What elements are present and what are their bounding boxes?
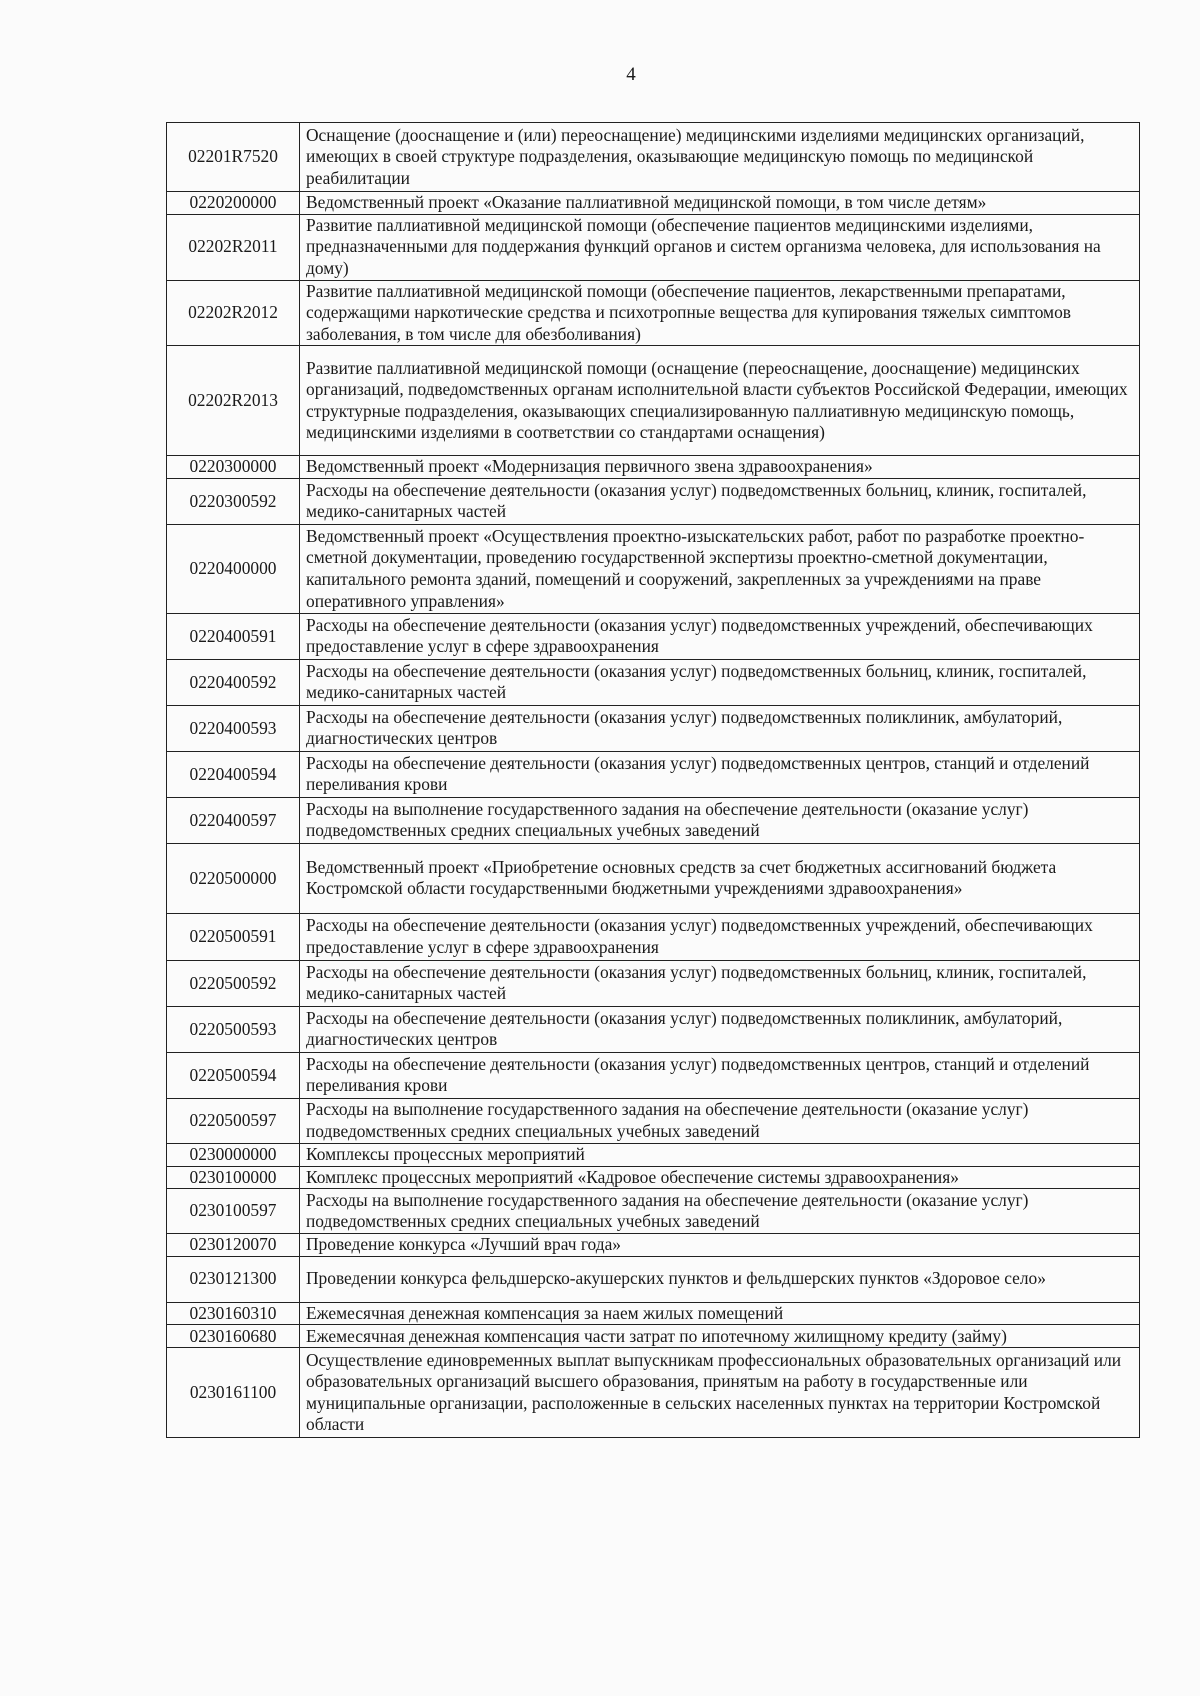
budget-code-cell: 0220500592 (167, 960, 300, 1006)
description-cell: Ведомственный проект «Модернизация первичного звена здравоохранения» (300, 456, 1140, 479)
description-cell: Развитие паллиативной медицинской помощи (обеспечение пациентов медицинскими изделиями, предназначенными для поддержания функций органов и систем организма человека, для использования на дому) (300, 214, 1140, 280)
table-row (167, 1166, 1140, 1189)
budget-code-cell: 0230160310 (167, 1302, 300, 1325)
budget-code-cell: 0220500591 (167, 913, 300, 960)
budget-code-cell: 0220500597 (167, 1098, 300, 1143)
description-cell: Осуществление единовременных выплат выпускникам профессиональных образовательных организаций или образовательных организаций высшего образования, принятым на работу в государственные или муниципальные организации, расположенные в сельских населенных пунктах на территории Костромской области (300, 1348, 1140, 1438)
budget-code-cell: 02202R2013 (167, 346, 300, 456)
budget-code-cell: 0230100000 (167, 1166, 300, 1189)
budget-code-cell: 0220500000 (167, 843, 300, 913)
budget-code-cell: 0220400594 (167, 751, 300, 797)
budget-code-cell: 0230121300 (167, 1256, 300, 1302)
budget-code-cell: 0220400597 (167, 797, 300, 843)
table-row (167, 346, 1140, 456)
budget-code-cell: 02201R7520 (167, 123, 300, 192)
budget-code-cell: 0220400000 (167, 524, 300, 613)
table-row (167, 192, 1140, 215)
description-cell: Комплексы процессных мероприятий (300, 1143, 1140, 1166)
table-row (167, 659, 1140, 705)
table-row (167, 478, 1140, 524)
budget-code-cell: 0230160680 (167, 1325, 300, 1348)
table-row (167, 913, 1140, 960)
description-cell: Расходы на выполнение государственного задания на обеспечение деятельности (оказание услуг) подведомственных средних специальных учебных заведений (300, 1098, 1140, 1143)
description-cell: Проведение конкурса «Лучший врач года» (300, 1234, 1140, 1257)
description-cell: Расходы на обеспечение деятельности (оказания услуг) подведомственных больниц, клиник, госпиталей, медико-санитарных частей (300, 478, 1140, 524)
budget-code-cell: 02202R2011 (167, 214, 300, 280)
table-row (167, 456, 1140, 479)
budget-code-cell: 0220500593 (167, 1006, 300, 1052)
budget-code-cell: 0220400592 (167, 659, 300, 705)
budget-code-cell: 0220400593 (167, 705, 300, 751)
table-row (167, 1052, 1140, 1098)
table-row (167, 524, 1140, 613)
description-cell: Расходы на обеспечение деятельности (оказания услуг) подведомственных учреждений, обеспечивающих предоставление услуг в сфере здравоохранения (300, 913, 1140, 960)
table-row (167, 1189, 1140, 1234)
table-row (167, 1348, 1140, 1438)
table-row (167, 123, 1140, 192)
table-row (167, 1006, 1140, 1052)
budget-code-cell: 0220300000 (167, 456, 300, 479)
description-cell: Ежемесячная денежная компенсация за наем жилых помещений (300, 1302, 1140, 1325)
description-cell: Развитие паллиативной медицинской помощи (обеспечение пациентов, лекарственными препаратами, содержащими наркотические средства и психотропные вещества для купирования тяжелых симптомов заболевания, в том числе для обезболивания) (300, 280, 1140, 346)
description-cell: Ежемесячная денежная компенсация части затрат по ипотечному жилищному кредиту (займу) (300, 1325, 1140, 1348)
budget-code-cell: 0220200000 (167, 192, 300, 215)
description-cell: Расходы на обеспечение деятельности (оказания услуг) подведомственных больниц, клиник, госпиталей, медико-санитарных частей (300, 659, 1140, 705)
description-cell: Ведомственный проект «Оказание паллиативной медицинской помощи, в том числе детям» (300, 192, 1140, 215)
budget-code-cell: 0230000000 (167, 1143, 300, 1166)
description-cell: Комплекс процессных мероприятий «Кадровое обеспечение системы здравоохранения» (300, 1166, 1140, 1189)
table-row (167, 843, 1140, 913)
table-row (167, 214, 1140, 280)
description-cell: Ведомственный проект «Приобретение основных средств за счет бюджетных ассигнований бюджета Костромской области государственными бюджетными учреждениями здравоохранения» (300, 843, 1140, 913)
description-cell: Расходы на обеспечение деятельности (оказания услуг) подведомственных учреждений, обеспечивающих предоставление услуг в сфере здравоохранения (300, 613, 1140, 659)
description-cell: Развитие паллиативной медицинской помощи (оснащение (переоснащение, дооснащение) медицинских организаций, подведомственных органам исполнительной власти субъектов Российской Федерации, имеющих структурные подразделения, оказывающих специализированную паллиативную медицинскую помощь, медицинскими изделиями в соответствии со стандартами оснащения) (300, 346, 1140, 456)
table-row (167, 1325, 1140, 1348)
table-row (167, 797, 1140, 843)
description-cell: Проведении конкурса фельдшерско-акушерских пунктов и фельдшерских пунктов «Здоровое село» (300, 1256, 1140, 1302)
budget-code-cell: 0220500594 (167, 1052, 300, 1098)
budget-code-cell: 0220300592 (167, 478, 300, 524)
table-row (167, 1302, 1140, 1325)
table-row (167, 1098, 1140, 1143)
description-cell: Оснащение (дооснащение и (или) переоснащение) медицинскими изделиями медицинских организаций, имеющих в своей структуре подразделения, оказывающие медицинскую помощь по медицинской реабилитации (300, 123, 1140, 192)
table-row (167, 705, 1140, 751)
budget-codes-table (166, 122, 1140, 1438)
table-row (167, 1256, 1140, 1302)
budget-code-cell: 0230120070 (167, 1234, 300, 1257)
table-row (167, 280, 1140, 346)
table-row (167, 751, 1140, 797)
description-cell: Расходы на обеспечение деятельности (оказания услуг) подведомственных поликлиник, амбулаторий, диагностических центров (300, 705, 1140, 751)
description-cell: Расходы на обеспечение деятельности (оказания услуг) подведомственных поликлиник, амбулаторий, диагностических центров (300, 1006, 1140, 1052)
budget-code-cell: 0230161100 (167, 1348, 300, 1438)
budget-code-cell: 02202R2012 (167, 280, 300, 346)
description-cell: Расходы на обеспечение деятельности (оказания услуг) подведомственных центров, станций и отделений переливания крови (300, 751, 1140, 797)
table-row (167, 960, 1140, 1006)
description-cell: Расходы на обеспечение деятельности (оказания услуг) подведомственных центров, станций и отделений переливания крови (300, 1052, 1140, 1098)
table-row (167, 613, 1140, 659)
description-cell: Расходы на выполнение государственного задания на обеспечение деятельности (оказание услуг) подведомственных средних специальных учебных заведений (300, 797, 1140, 843)
budget-code-cell: 0220400591 (167, 613, 300, 659)
table-row (167, 1234, 1140, 1257)
page-number: 4 (626, 64, 636, 85)
table-row (167, 1143, 1140, 1166)
description-cell: Расходы на выполнение государственного задания на обеспечение деятельности (оказание услуг) подведомственных средних специальных учебных заведений (300, 1189, 1140, 1234)
budget-code-cell: 0230100597 (167, 1189, 300, 1234)
description-cell: Ведомственный проект «Осуществления проектно-изыскательских работ, работ по разработке проектно-сметной документации, проведению государственной экспертизы проектно-сметной документации, капитального ремонта зданий, помещений и сооружений, закрепленных за учреждениями на праве оперативного управления» (300, 524, 1140, 613)
description-cell: Расходы на обеспечение деятельности (оказания услуг) подведомственных больниц, клиник, госпиталей, медико-санитарных частей (300, 960, 1140, 1006)
